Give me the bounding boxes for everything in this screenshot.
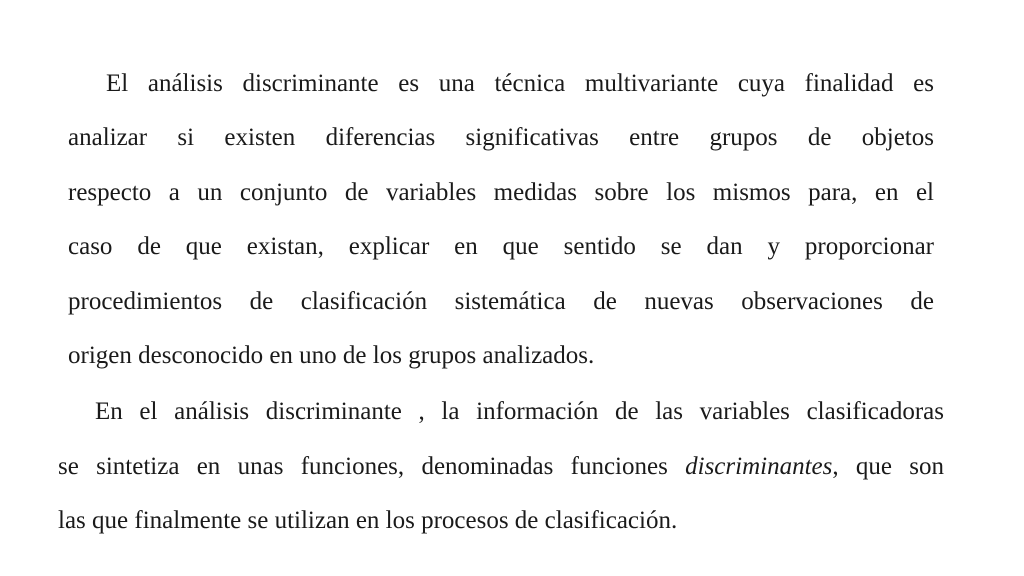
emphasized-term: discriminantes — [685, 453, 833, 480]
text-line: procedimientos de clasificación sistemática de nuevas observaciones de — [68, 288, 934, 315]
text-line: las que finalmente se utilizan en los procesos de clasificación. — [58, 507, 678, 534]
text-line-with-emphasis — [58, 451, 944, 483]
paragraph-discriminant-functions — [58, 0, 944, 576]
text-line: En el análisis discriminante , la información de las variables clasificadoras — [95, 398, 944, 425]
text-line: analizar si existen diferencias significativas entre grupos de objetos — [68, 124, 934, 151]
text-line: respecto a un conjunto de variables medidas sobre los mismos para, en el — [68, 179, 934, 206]
text-line: caso de que existan, explicar en que sentido se dan y proporcionar — [68, 233, 934, 260]
text-segment: , que son — [832, 453, 944, 480]
text-segment: se sintetiza en unas funciones, denominadas funciones — [58, 453, 686, 480]
text-line: El análisis discriminante es una técnica multivariante cuya finalidad es — [106, 70, 934, 97]
text-line: origen desconocido en uno de los grupos analizados. — [68, 342, 595, 369]
